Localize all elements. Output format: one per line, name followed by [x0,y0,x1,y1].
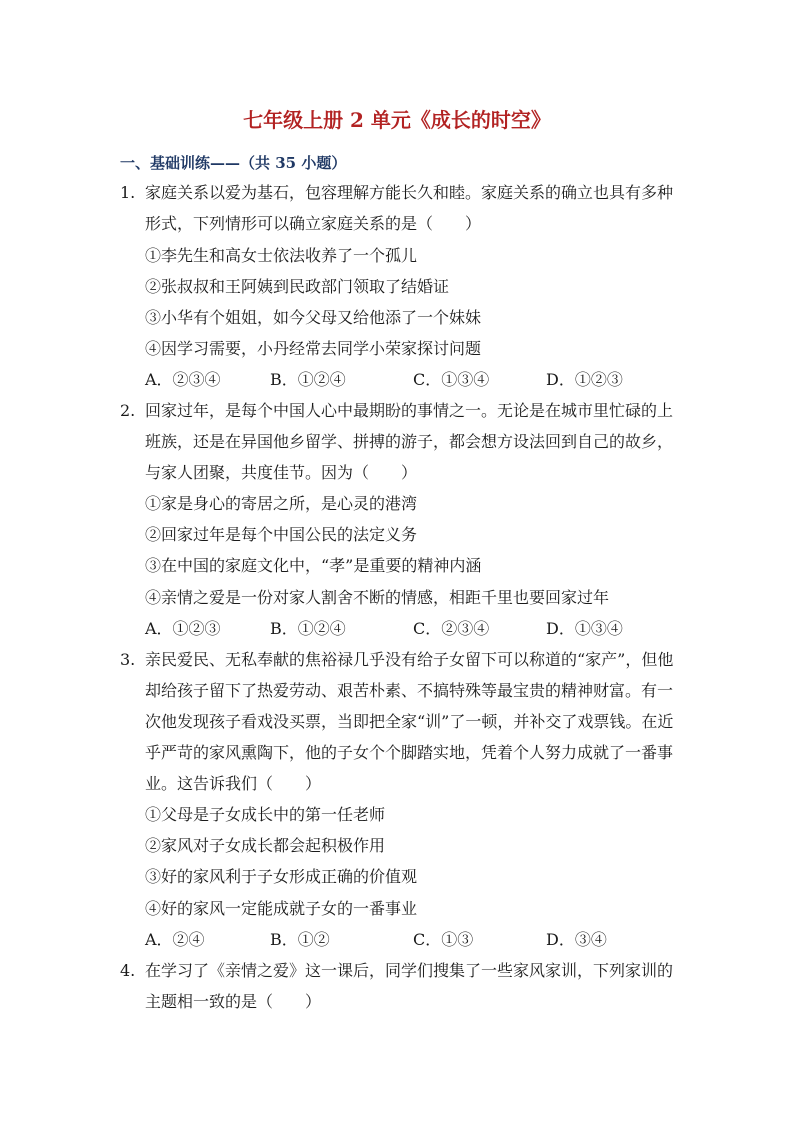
option-b[interactable]: B．①②④ [270,619,346,638]
question-3-line [0,737,794,768]
question-text: 亲民爱民、无私奉献的焦裕禄几乎没有给子女留下可以称道的“家产”，但他 [145,650,674,669]
section-heading: 一、基础训练——（共 35 小题） [120,154,347,172]
question-3-line [0,675,794,706]
statement [0,893,794,924]
statement-text: ①李先生和高女士依法收养了一个孤儿 [145,246,418,265]
statement [0,582,794,613]
question-text: 回家过年，是每个中国人心中最期盼的事情之一。无论是在城市里忙碌的上 [145,401,674,420]
question-number: 1. [120,183,136,202]
statement-text: ②张叔叔和王阿姨到民政部门领取了结婚证 [145,277,450,296]
question-1-line [0,177,794,208]
statement-text: ④因学习需要，小丹经常去同学小荣家探讨问题 [145,339,482,358]
question-text: 形式，下列情形可以确立家庭关系的是（ ） [145,214,482,233]
option-c[interactable]: C．②③④ [413,619,490,638]
statement [0,830,794,861]
option-d[interactable]: D．①③④ [546,619,623,638]
question-text: 班族，还是在异国他乡留学、拼搏的游子，都会想方设法回到自己的故乡， [145,432,674,451]
option-a[interactable]: A．②③④ [145,370,221,389]
statement-text: ④好的家风一定能成就子女的一番事业 [145,899,418,918]
question-text: 乎严苛的家风熏陶下，他的子女个个脚踏实地，凭着个人努力成就了一番事 [145,743,674,762]
question-3-line [0,768,794,799]
question-4-line [0,986,794,1017]
statement [0,271,794,302]
question-2-line [0,426,794,457]
statement-text: ③好的家风利于子女形成正确的价值观 [145,867,418,886]
statement [0,302,794,333]
statement [0,550,794,581]
statement [0,240,794,271]
option-b[interactable]: B．①②④ [270,370,346,389]
option-c[interactable]: C．①③ [413,930,474,949]
option-a[interactable]: A．②④ [145,930,205,949]
options-row [0,924,794,955]
statement [0,333,794,364]
question-text: 却给孩子留下了热爱劳动、艰苦朴素、不搞特殊等最宝贵的精神财富。有一 [145,681,674,700]
statement-text: ①家是身心的寄居之所，是心灵的港湾 [145,494,418,513]
question-3-line [0,644,794,675]
option-c[interactable]: C．①③④ [413,370,490,389]
statement-text: ②回家过年是每个中国公民的法定义务 [145,525,418,544]
statement [0,519,794,550]
statement [0,861,794,892]
question-number: 3. [120,650,136,669]
question-text: 次他发现孩子看戏没买票，当即把全家“训”了一顿，并补交了戏票钱。在近 [145,712,674,731]
question-text: 业。这告诉我们（ ） [145,774,322,793]
question-1-line [0,208,794,239]
question-text: 主题相一致的是（ ） [145,992,322,1011]
question-number: 4. [120,961,136,980]
options-row [0,364,794,395]
statement-text: ③在中国的家庭文化中，“孝”是重要的精神内涵 [145,556,482,575]
statement-text: ②家风对子女成长都会起积极作用 [145,836,386,855]
options-row [0,613,794,644]
option-d[interactable]: D．③④ [546,930,607,949]
page-title: 七年级上册 2 单元《成长的时空》 [243,108,551,132]
question-2-line [0,395,794,426]
option-b[interactable]: B．①② [270,930,330,949]
statement-text: ③小华有个姐姐，如今父母又给他添了一个妹妹 [145,308,482,327]
question-4-line [0,955,794,986]
question-3-line [0,706,794,737]
option-d[interactable]: D．①②③ [546,370,623,389]
statement [0,799,794,830]
question-2-line [0,457,794,488]
statement-text: ④亲情之爱是一份对家人割舍不断的情感，相距千里也要回家过年 [145,588,610,607]
statement [0,488,794,519]
question-text: 与家人团聚，共度佳节。因为（ ） [145,463,418,482]
statement-text: ①父母是子女成长中的第一任老师 [145,805,386,824]
question-text: 家庭关系以爱为基石，包容理解方能长久和睦。家庭关系的确立也具有多种 [145,183,674,202]
question-text: 在学习了《亲情之爱》这一课后，同学们搜集了一些家风家训，下列家训的 [145,961,674,980]
option-a[interactable]: A．①②③ [145,619,221,638]
question-number: 2. [120,401,136,420]
